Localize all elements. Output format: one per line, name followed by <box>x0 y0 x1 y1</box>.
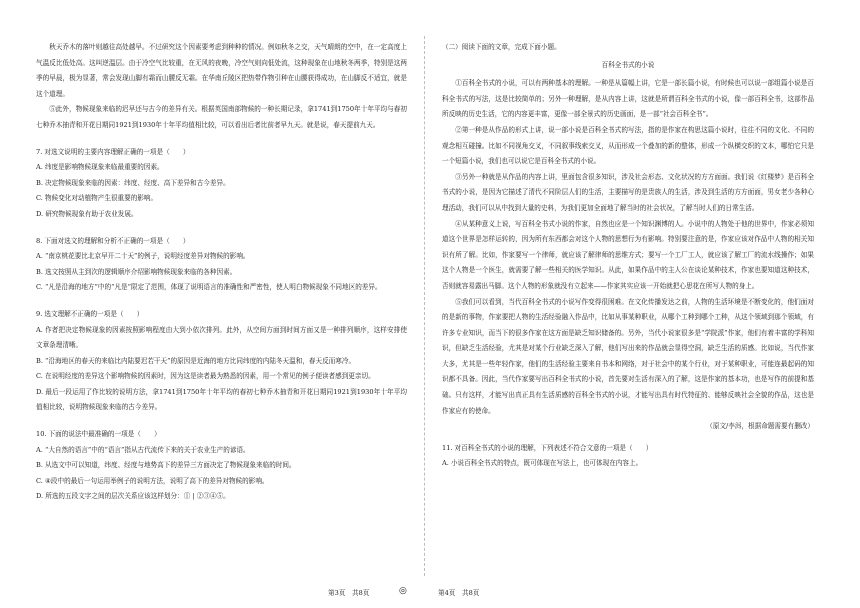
question-7 <box>36 145 407 223</box>
option: A. “南京桃花要比北京早开二十天”的例子，说明经度差异对物候的影响。 <box>36 252 250 261</box>
option: D. 最后一段运用了作比较的说明方法，拿1741到1750年十年平均的春初七种乔木抽青和开花日期同1921到1930年十年平均值相比较，说明物候现象来临的古今差异。 <box>36 387 407 412</box>
binding-mark-icon: ◎ <box>399 586 407 596</box>
question-stem: 10. 下面的说法中最准确的一项是（ ） <box>36 430 161 439</box>
question-stem: 8. 下面对选文的理解和分析不正确的一项是（ ） <box>36 236 190 245</box>
article-paragraph: ④从某种意义上说，写百科全书式小说的作家，自然也应是一个知识渊博的人。小说中的人物处于他的世界中，作家必须知道这个世界是怎样运转的，因为所有东西都会对这个人物的思想行为有影响。特别要注意的是，作家应该对作品中人物的相关知识有所了解。比如，作家要写一个律师，就应该了解律师的思维方式；要写一个工厂工人，就应该了解工厂的流水线操作；如果这个人物是一个医生，就需要了解一些相关的医学知识。从此，如果作品中的主人公在谈论某种技术，作家也要知道这种技术，否则就容易露出马脚。这个人物的形象就没有立起来——作家其实应该一开始就把心思花在所写人物的身上。 <box>442 219 814 290</box>
question-stem: 11. 对百科全书式的小说的理解，下列表述不符合文意的一项是（ ） <box>442 443 653 452</box>
intro-paragraph: ⑤此外，物候现象来临的迟早还与古今的差异有关。根据英国南部物候的一种长期记录，拿1741到1750年十年平均与春初七种乔木抽青和开花日期同1921到1930年十年平均值相比较，可以看出后者比前者早九天。就是说，春天提前九天。 <box>36 105 407 129</box>
article-paragraph: ②第一种是从作品的形式上讲，说一部小说是百科全书式的写法，指的是作家在构思这篇小说时，往往不同的文化、不同的观念相互碰撞。比如不同视角交叉，不同叙事线索交叉，从而形成一个叠加的新的整体，形成一个纵横交织的文本，哪怕它只是一个短篇小说，我们也可以说它是百科全书式的小说。 <box>442 125 814 166</box>
option: D. 所选的五段文字之间的层次关系应该这样划分：① | ②③④⑤。 <box>36 492 230 501</box>
option: B. 从选文中可以知道，纬度、经度与地势高下的差异三方面决定了物候现象来临的时间。 <box>36 461 296 470</box>
option: C. 物候变化对动植物产生很重要的影响。 <box>36 194 158 203</box>
column-divider <box>424 36 425 576</box>
page-number-right: 第4页 共8页 <box>438 589 480 597</box>
page-number-left: 第3页 共8页 <box>328 589 370 597</box>
question-stem: 9. 选文理解不正确的一项是（ ） <box>36 309 144 318</box>
question-9 <box>36 307 407 416</box>
question-10 <box>36 427 407 505</box>
intro-paragraph: 秋天乔木的落叶则越往高处越早。不过研究这个因素要考虑到种种的情况。例如秋冬之交，天气晴朗的空中，在一定高度上气温反比低处高。这叫逆温层。由于冷空气比较重，在无风的夜晚，冷空气则向低处流，这种现象在山地秋冬两季，特别是这两季的早晨，极为显著，常会发现山脚有霜而山腰反无霜。在华南丘陵区把热带作物引种在山腰获得成功，在山脚反不适宜，就是这个道理。 <box>36 43 407 98</box>
question-8 <box>36 234 407 296</box>
option: B. 决定物候现象来临的因素：纬度、经度、高下差异和古今差异。 <box>36 178 230 187</box>
article-title: 百科全书式的小说 <box>601 60 655 69</box>
article-paragraph: ③另外一种就是从作品的内容上讲，里面包含很多知识，涉及社会形态、文化状况的方方面面。我们说《红楼梦》是百科全书式的小说，是因为它描述了清代不同阶层人们的生活，主要描写的是贵族人的生活，涉及到生活的方方面面，男女老少各种心理活动，我们可以从中找到大量的史料，为我们更加全面地了解当时的社会状况，了解当时人们的日常生活。 <box>442 172 814 212</box>
option: A. 纬度是影响物候现象来临最重要的因素。 <box>36 163 164 172</box>
section-heading: （二）阅读下面的文章，完成下面小题。 <box>442 43 561 51</box>
option: C. 在说明经度的差异这个影响物候的因素时，因为这是读者最为熟悉的因素，用一个常见的例子便读者感到更亲切。 <box>36 372 375 381</box>
question-11 <box>442 441 814 472</box>
source-note: （原文/李洱，根据命题需要有删改） <box>706 422 814 431</box>
question-stem: 7. 对选文说明的主要内容理解正确的一项是（ ） <box>36 147 190 156</box>
option: A. 小说百科全书式的特点，既可体现在写法上，也可体现在内容上。 <box>442 459 643 468</box>
left-column <box>36 40 407 505</box>
option: A. 作者把决定物候现象的因素按照影响程度由大到小依次排列。此外，从空间方面到时间方面又是一种排列顺序，这样安排使文章条理清晰。 <box>36 325 407 350</box>
option: C. “凡是沿海的地方”中的“凡是”限定了范围，体现了说明语言的准确性和严密性，使人明白物候现象不同地区的差异。 <box>36 283 382 292</box>
article-paragraph: ⑤我们可以看到，当代百科全书式的小说写作变得很困难。在文化传播发达之前，人物的生活环境是不断变化的，他们面对的是新的事物，作家要把人物的生活经验融入作品中，比如从事某种职业，从哪个工种到哪个工种，从这个领域到那个领域，有许多专业知识，而当下的很多作家在这方面是缺乏知识储备的。另外，当代小说家很多是“学院派”作家，他们有着丰富的学科知识，但缺乏生活经验，尤其是对某个行业缺乏深入了解，他们写出来的作品就会显得空洞，缺乏生活的质感。比如说，当代作家大多，尤其是一些年轻作家，他们的生活经验主要来自书本和网络，对于社会中的某个行业，对于某种职业，可能连最起码的知识都不具备。因此，当代作家要写出百科全书式的小说，首先要对生活有深入的了解，这是作家的基本功，也是写作的前提和基础。只有这样，才能写出真正具有生活质感的百科全书式的小说，才能写出具有时代特征的、能够反映社会全貌的作品，这也是作家应有的使命。 <box>442 297 814 415</box>
option: B. 选文按照从主到次的逻辑顺序介绍影响物候现象来临的各种因素。 <box>36 267 237 276</box>
option: C. ④段中的最后一句运用举例子的说明方法，说明了高下的差异对物候的影响。 <box>36 476 269 485</box>
right-column <box>442 40 814 472</box>
option: D. 研究物候现象有助于农业发展。 <box>36 209 138 218</box>
option: B. “沿海地区的春天的来临比内陆要迟若干天”的原因是近海的地方比同纬度的内陆冬天温和，春天反而寒冷。 <box>36 356 356 365</box>
option: A. “大自然的语言”中的“语言”指从古代流传下来的关于农业生产的谚语。 <box>36 445 250 454</box>
article-paragraph: ①百科全书式的小说，可以有两种基本的理解。一种是从篇幅上讲，它是一部长篇小说，有时候也可以说一部组篇小说是百科全书式的写法，这是比较简单的；另外一种理解，是从内容上讲，这就是所谓百科全书式的小说，像一部百科全书，这部作品所反映的历史生活，它的内容更丰富，更像一部全景式的历史画面，是一部“社会百科全书”。 <box>442 79 814 119</box>
